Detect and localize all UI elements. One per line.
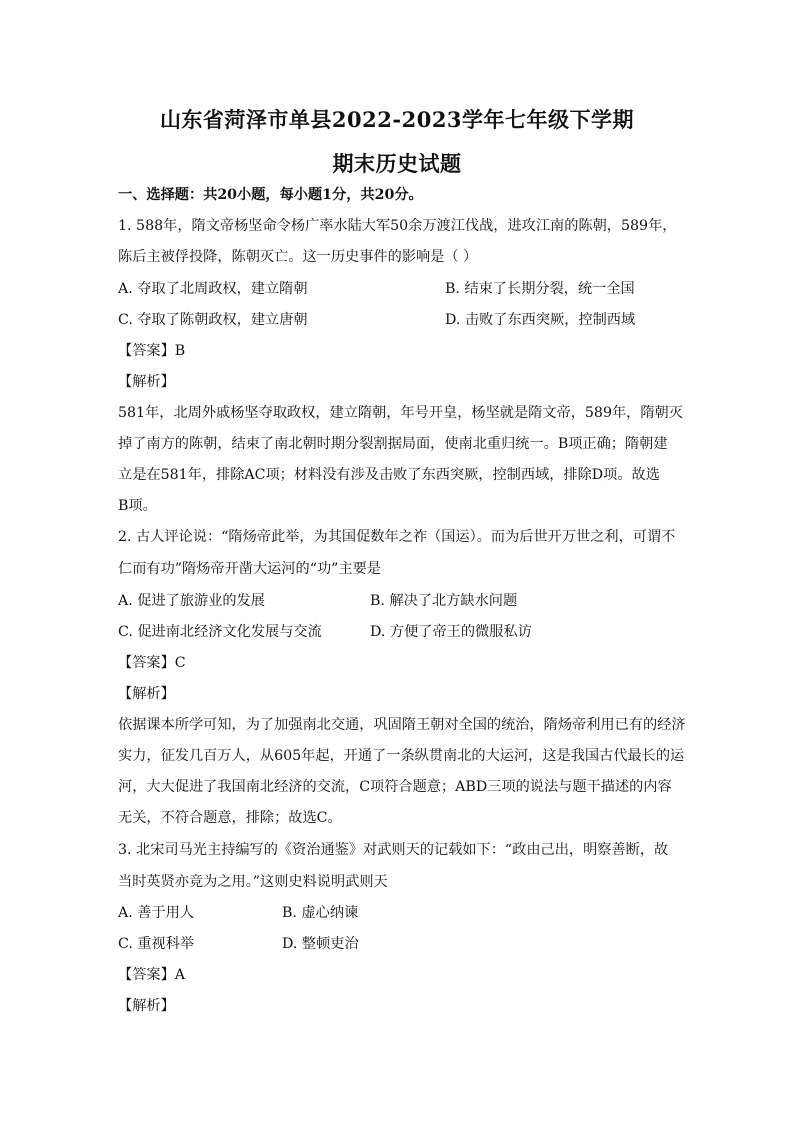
q1-stem-line-1: 1. 588年，隋文帝杨坚命令杨广率水陆大军50余万渡江伐战，进攻江南的陈朝，589年， [118, 218, 677, 234]
q1-option-d: D. 击败了东西突厥，控制西域 [445, 312, 636, 328]
q3-answer: 【答案】A [118, 967, 185, 983]
q3-option-b: B. 虚心纳谏 [282, 905, 359, 921]
q2-option-c: C. 促进南北经济文化发展与交流 [118, 624, 322, 640]
q2-stem-line-1: 2. 古人评论说：“隋炀帝此举，为其国促数年之祚（国运）。而为后世开万世之利，可谓不 [118, 529, 676, 545]
q2-option-b: B. 解决了北方缺水问题 [370, 593, 518, 609]
q3-analysis-label: 【解析】 [118, 998, 175, 1014]
q2-analysis-line-1: 依据课本所学可知，为了加强南北交通，巩固隋王朝对全国的统治，隋炀帝利用已有的经济 [118, 717, 686, 733]
q1-option-c: C. 夺取了陈朝政权，建立唐朝 [118, 312, 308, 328]
q1-analysis-line-2: 掉了南方的陈朝，结束了南北朝时期分裂割据局面，使南北重归统一。B项正确；隋朝建 [118, 436, 668, 452]
q1-analysis-line-3: 立是在581年，排除AC项；材料没有涉及击败了东西突厥，控制西域，排除D项。故选 [118, 467, 660, 483]
q1-option-b: B. 结束了长期分裂，统一全国 [445, 281, 635, 297]
q3-stem-line-2: 当时英贤亦竞为之用。”这则史料说明武则天 [118, 874, 388, 890]
q2-analysis-line-3: 河，大大促进了我国南北经济的交流，C项符合题意；ABD三项的说法与题干描述的内容 [118, 779, 672, 795]
q2-option-a: A. 促进了旅游业的发展 [118, 593, 265, 609]
q1-analysis-line-1: 581年，北周外戚杨坚夺取政权，建立隋朝，年号开皇，杨坚就是隋文帝，589年，隋朝灭 [118, 405, 683, 421]
q3-option-d: D. 整顿吏治 [282, 936, 359, 952]
section-heading: 一、选择题：共20小题，每小题1分，共20分。 [118, 187, 423, 203]
q1-analysis-label: 【解析】 [118, 374, 175, 390]
q1-analysis-line-4: B项。 [118, 498, 157, 514]
q2-analysis-label: 【解析】 [118, 686, 175, 702]
q2-answer: 【答案】C [118, 655, 186, 671]
page-title-line1: 山东省菏泽市单县2022-2023学年七年级下学期 [159, 107, 635, 132]
q3-option-c: C. 重视科举 [118, 936, 195, 952]
q2-stem-line-2: 仁而有功”隋炀帝开凿大运河的“功”主要是 [118, 561, 381, 577]
q1-answer: 【答案】B [118, 343, 186, 359]
q1-option-a: A. 夺取了北周政权，建立隋朝 [118, 281, 308, 297]
q2-analysis-line-4: 无关，不符合题意，排除；故选C。 [118, 810, 342, 826]
page-title-line2: 期末历史试题 [332, 151, 462, 176]
q3-stem-line-1: 3. 北宋司马光主持编写的《资治通鉴》对武则天的记载如下：“政由己出，明察善断，故 [118, 842, 669, 858]
q2-analysis-line-2: 实力，征发几百万人，从605年起，开通了一条纵贯南北的大运河，这是我国古代最长的运 [118, 748, 685, 764]
q3-option-a: A. 善于用人 [118, 905, 195, 921]
q2-option-d: D. 方便了帝王的微服私访 [370, 624, 532, 640]
q1-stem-line-2: 陈后主被俘投降，陈朝灭亡。这一历史事件的影响是（ ） [118, 249, 478, 265]
